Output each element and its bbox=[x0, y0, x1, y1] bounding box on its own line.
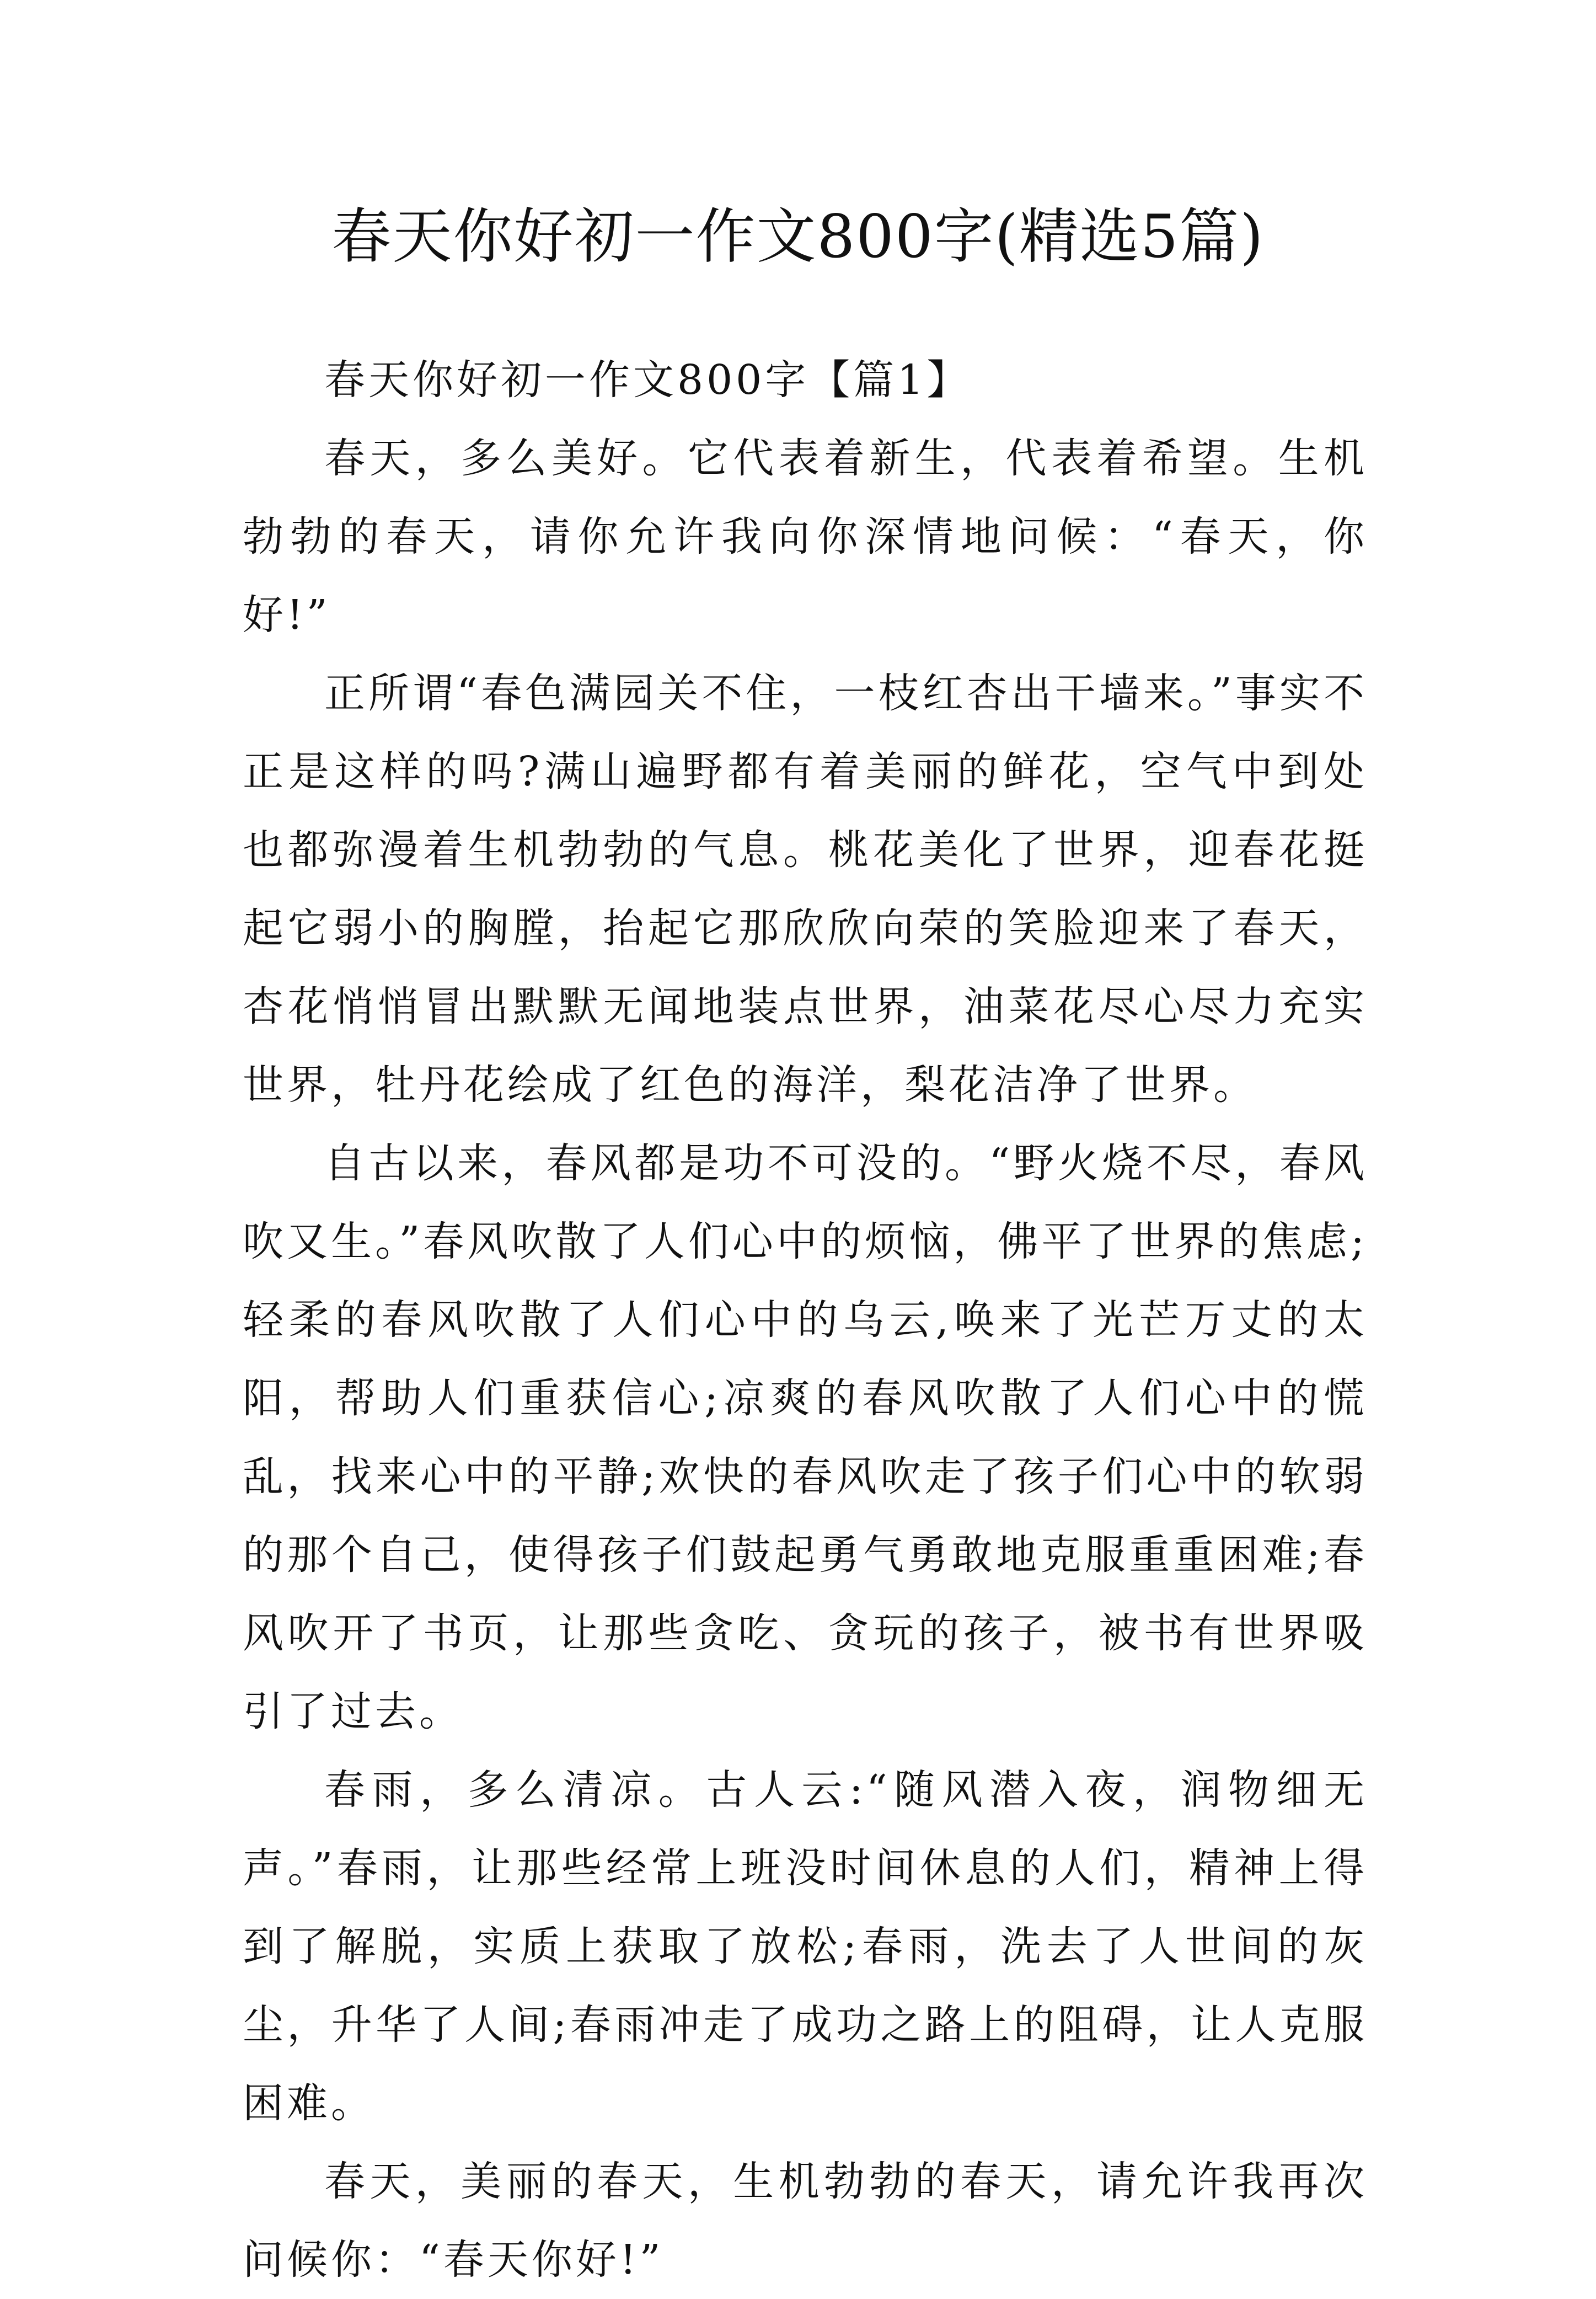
paragraph-3: 自古以来，春风都是功不可没的。“野火烧不尽，春风吹又生。”春风吹散了人们心中的烦恼，佛平了世界的焦虑;轻柔的春风吹散了人们心中的乌云,唤来了光芒万丈的太阳，帮助人们重获信心;凉爽的春风吹散了人们心中的慌乱，找来心中的平静;欢快的春风吹走了孩子们心中的软弱的那个自己，使得孩子们鼓起勇气勇敢地克服重重困难;春风吹开了书页，让那些贪吃、贪玩的孩子，被书有世界吸引了过去。 bbox=[243, 1140, 1368, 1735]
paragraph-2: 正所谓“春色满园关不住，一枝红杏出干墙来。”事实不正是这样的吗?满山遍野都有着美丽的鲜花，空气中到处也都弥漫着生机勃勃的气息。桃花美化了世界，迎春花挺起它弱小的胸膛，抬起它那欣欣向荣的笑脸迎来了春天，杏花悄悄冒出默默无闻地装点世界，油菜花尽心尽力充实世界，牡丹花绘成了红色的海洋，梨花洁净了世界。 bbox=[243, 670, 1368, 1109]
paragraph-1: 春天，多么美好。它代表着新生，代表着希望。生机勃勃的春天，请你允许我向你深情地问候：“春天，你好!” bbox=[243, 435, 1368, 639]
section-heading: 春天你好初一作文800字【篇1】 bbox=[324, 356, 971, 404]
paragraph-4: 春雨，多么清凉。古人云:“随风潜入夜，润物细无声。”春雨，让那些经常上班没时间休息的人们，精神上得到了解脱，实质上获取了放松;春雨，洗去了人世间的灰尘，升华了人间;春雨冲走了成功之路上的阻碍，让人克服困难。 bbox=[243, 1766, 1368, 2127]
document-body bbox=[243, 341, 1368, 2299]
document-title: 春天你好初一作文800字(精选5篇) bbox=[331, 202, 1265, 271]
paragraph-5: 春天，美丽的春天，生机勃勃的春天，请允许我再次问候你：“春天你好!” bbox=[243, 2158, 1368, 2284]
